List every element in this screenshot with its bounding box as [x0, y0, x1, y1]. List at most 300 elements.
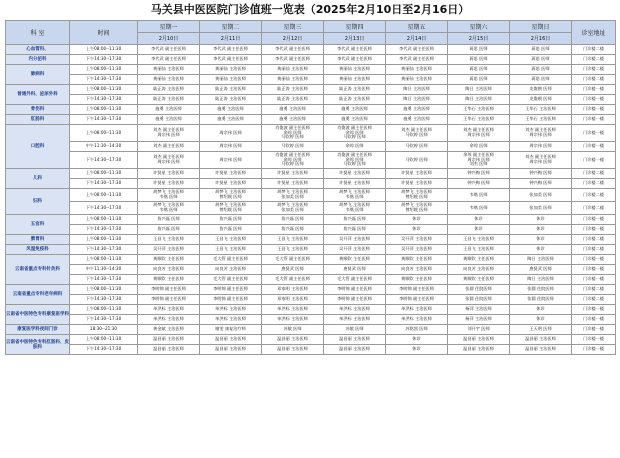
doctor-entry: 苏铭凯 医师 [405, 326, 428, 332]
time-slot-cell: 上午08:00--11:30 [70, 255, 138, 265]
doctor-cell [510, 179, 572, 189]
doctor-entry: 胡梦飞 主治医师 [215, 202, 246, 208]
doctor-entry: 黄顺钦 主任医师 [463, 256, 494, 262]
doctor-cell [386, 152, 448, 169]
doctor-cell [262, 115, 324, 125]
time-slot-cell: 下午14:30--17:30 [70, 115, 138, 125]
time-slot-cell: 中午11:30--14:30 [70, 142, 138, 152]
doctor-cell [138, 125, 200, 142]
doctor-entry: 温昌丽 主治医师 [463, 346, 494, 352]
department-cell: 脾胃科 [6, 235, 70, 245]
doctor-entry: 温昌丽 主治医师 [277, 336, 308, 342]
doctor-cell [448, 65, 510, 75]
doctor-entry: 刘杰 副主任医师 [525, 154, 556, 160]
doctor-entry: 杨萍 主治医师 [465, 316, 492, 322]
time-slot-cell: 上午08:00--11:30 [70, 125, 138, 142]
location-cell: 门诊楼一楼 [572, 335, 616, 345]
time-slot-cell: 下午14:30--17:30 [70, 95, 138, 105]
doctor-entry: 王昌飞 主治医师 [463, 236, 494, 242]
doctor-entry: 吴开萍 主治医师 [153, 246, 184, 252]
doctor-entry: 温昌丽 主治医师 [339, 336, 370, 342]
table-row [6, 245, 616, 255]
location-cell: 门诊楼二楼 [572, 55, 616, 65]
doctor-cell [448, 142, 510, 152]
doctor-entry: 周宗伟 医师 [219, 143, 242, 149]
header-row-days [6, 21, 616, 33]
doctor-cell [510, 275, 572, 285]
location-cell: 门诊楼二楼 [572, 45, 616, 55]
doctor-cell [510, 235, 572, 245]
department-cell: 云南省重点专科针灸科 [6, 255, 70, 285]
location-cell: 门诊楼一楼 [572, 215, 616, 225]
doctor-entry: 单洪标 主治医师 [153, 316, 184, 322]
doctor-entry: 休诊 [412, 336, 421, 342]
doctor-cell [138, 325, 200, 335]
doctor-entry: 詹兴磊 医师 [281, 226, 304, 232]
time-slot-cell: 上午08:00--11:30 [70, 215, 138, 225]
doctor-cell [448, 255, 510, 265]
doctor-cell [262, 295, 324, 305]
location-cell: 门诊楼一楼 [572, 275, 616, 285]
doctor-entry: 胡梦飞 主治医师 [215, 189, 246, 195]
doctor-entry: 刘杰 医师 [469, 161, 488, 167]
doctor-entry: 张圆 住院医师 [465, 286, 492, 292]
doctor-cell [138, 115, 200, 125]
doctor-cell [138, 152, 200, 169]
doctor-entry: 温昌丽 主治医师 [153, 346, 184, 352]
doctor-cell [262, 305, 324, 315]
location-cell: 门诊楼二楼 [572, 189, 616, 202]
doctor-cell [200, 245, 262, 255]
doctor-entry: 陆正涛 主治医师 [153, 86, 184, 92]
doctor-cell [448, 275, 510, 285]
doctor-cell [200, 315, 262, 325]
table-row [6, 315, 616, 325]
time-slot-cell: 上午08:00--11:30 [70, 169, 138, 179]
doctor-entry: 詹兴磊 医师 [157, 216, 180, 222]
doctor-cell [324, 325, 386, 335]
doctor-entry: 韦凰 医师 [345, 207, 364, 212]
doctor-cell [200, 235, 262, 245]
doctor-cell [262, 125, 324, 142]
table-row [6, 295, 616, 305]
doctor-entry: 王昌飞 主治医师 [215, 246, 246, 252]
doctor-entry: 休诊 [536, 246, 545, 252]
location-cell: 门诊楼二楼 [572, 169, 616, 179]
time-slot-cell: 下午14:30--17:30 [70, 55, 138, 65]
doctor-entry: 钟兴梅 医师 [467, 180, 490, 186]
doctor-entry: 钟兴梅 医师 [529, 170, 552, 176]
doctor-cell [262, 152, 324, 169]
time-slot-cell: 下午14:30--17:30 [70, 315, 138, 325]
time-slot-cell: 上午08:00--11:30 [70, 85, 138, 95]
department-cell: 云南省重点专科老年病科 [6, 285, 70, 305]
doctor-cell [200, 335, 262, 345]
doctor-cell [510, 105, 572, 115]
department-cell: 心血管科、 [6, 45, 70, 55]
table-row [6, 335, 616, 345]
doctor-entry: 单洪标 主治医师 [401, 306, 432, 312]
header-day: 星期三 [262, 21, 324, 33]
doctor-cell [262, 179, 324, 189]
department-cell: 肺病科 [6, 65, 70, 85]
doctor-cell [262, 275, 324, 285]
doctor-entry: 向良芳 主治医师 [401, 266, 432, 272]
doctor-cell [200, 55, 262, 65]
doctor-cell [138, 65, 200, 75]
doctor-entry: 韦凰 医师 [159, 207, 178, 212]
doctor-cell [262, 245, 324, 255]
doctor-entry: 李代武 副主任医师 [275, 46, 310, 52]
doctor-entry: 周宗伟 医师 [219, 129, 242, 135]
doctor-cell [510, 169, 572, 179]
doctor-cell [324, 345, 386, 355]
header-day: 星期日 [510, 21, 572, 33]
doctor-entry: 施勇 主治医师 [155, 116, 182, 122]
doctor-entry: 钟兴梅 医师 [467, 170, 490, 176]
doctor-entry: 张加美 医师 [529, 191, 552, 197]
department-cell: 肛肠科 [6, 115, 70, 125]
doctor-entry: 毛大管 副主任医师 [213, 276, 248, 282]
doctor-entry: 张加美 医师 [529, 204, 552, 210]
doctor-cell [448, 105, 510, 115]
doctor-entry: 余琼 医师 [345, 143, 364, 149]
table-row [6, 95, 616, 105]
page-title: 马关县中医医院门诊值班一览表（2025年2月10日至2月16日） [150, 3, 470, 16]
doctor-cell [200, 265, 262, 275]
doctor-entry: 单洪标 主治医师 [339, 306, 370, 312]
doctor-entry: 余琼 医师 [283, 156, 302, 162]
doctor-entry: 唐贤武 医师 [529, 266, 552, 272]
table-row [6, 305, 616, 315]
header-date: 2月15日 [448, 33, 510, 45]
doctor-cell [324, 202, 386, 215]
doctor-cell [448, 235, 510, 245]
doctor-entry: 周宗伟 医师 [157, 159, 180, 164]
location-cell: 门诊楼一楼 [572, 105, 616, 115]
doctor-entry: 王华石 主治医师 [463, 116, 494, 122]
doctor-entry: 肖俊波 副主任医师 [337, 152, 372, 158]
doctor-entry: 余琼 医师 [469, 143, 488, 149]
doctor-entry: 黄丽仙 主治医师 [277, 76, 308, 82]
doctor-cell [138, 142, 200, 152]
doctor-cell [324, 95, 386, 105]
doctor-cell [386, 75, 448, 85]
doctor-cell [510, 125, 572, 142]
doctor-cell [200, 142, 262, 152]
table-row [6, 325, 616, 335]
doctor-cell [262, 325, 324, 335]
location-cell: 门诊楼一楼 [572, 305, 616, 315]
doctor-entry: 唐贤武 医师 [281, 266, 304, 272]
table-row [6, 45, 616, 55]
doctor-cell [200, 189, 262, 202]
doctor-entry: 马钦婷 医师 [281, 143, 304, 149]
table-row [6, 235, 616, 245]
doctor-cell [324, 169, 386, 179]
location-cell: 门诊楼二楼 [572, 202, 616, 215]
doctor-entry: 施勇 主治医师 [403, 116, 430, 122]
doctor-cell [138, 202, 200, 215]
doctor-cell [448, 315, 510, 325]
doctor-entry: 周宗伟 医师 [467, 132, 490, 137]
doctor-cell [386, 235, 448, 245]
doctor-cell [510, 85, 572, 95]
doctor-cell [262, 85, 324, 95]
time-slot-cell: 上午08:00--11:30 [70, 335, 138, 345]
doctor-cell [448, 115, 510, 125]
doctor-entry: 温昌丽 主治医师 [153, 336, 184, 342]
doctor-cell [510, 55, 572, 65]
doctor-cell [386, 315, 448, 325]
doctor-cell [448, 265, 510, 275]
doctor-cell [386, 115, 448, 125]
location-cell: 门诊楼一楼 [572, 115, 616, 125]
doctor-cell [138, 245, 200, 255]
doctor-entry: 马钦婷 医师 [405, 132, 428, 137]
doctor-cell [200, 215, 262, 225]
header-dept: 科 室 [6, 21, 70, 45]
doctor-entry: 向良芳 主治医师 [463, 266, 494, 272]
doctor-entry: 黄丽仙 主治医师 [401, 76, 432, 82]
department-cell: 儿科 [6, 169, 70, 189]
doctor-cell [200, 295, 262, 305]
doctor-entry: 胡梦飞 主治医师 [277, 202, 308, 208]
doctor-cell [138, 305, 200, 315]
table-row [6, 65, 616, 75]
doctor-entry: 向良芳 主治医师 [215, 266, 246, 272]
doctor-entry: 李代武 副主任医师 [399, 56, 434, 62]
doctor-entry: 施勇 主治医师 [279, 106, 306, 112]
doctor-entry: 温昌丽 主治医师 [215, 346, 246, 352]
doctor-entry: 余琼 医师 [283, 129, 302, 135]
doctor-entry: 周宗伟 医师 [219, 156, 242, 162]
doctor-entry: 黄丽仙 主治医师 [215, 76, 246, 82]
doctor-entry: 胡梦飞 主治医师 [277, 189, 308, 195]
doctor-cell [262, 169, 324, 179]
doctor-entry: 王昌飞 主治医师 [277, 246, 308, 252]
table-row [6, 75, 616, 85]
time-slot-cell: 上午08:00--11:30 [70, 285, 138, 295]
doctor-entry: 刘杰 副主任医师 [401, 127, 432, 133]
location-cell: 门诊楼二楼 [572, 295, 616, 305]
doctor-cell [386, 65, 448, 75]
doctor-cell [386, 125, 448, 142]
doctor-entry: 温昌丽 主治医师 [215, 336, 246, 342]
doctor-cell [510, 95, 572, 105]
doctor-cell [324, 255, 386, 265]
location-cell: 门诊楼一楼 [572, 265, 616, 275]
doctor-entry: 毛大管 副主任医师 [275, 276, 310, 282]
location-cell: 门诊楼二楼 [572, 285, 616, 295]
table-row [6, 345, 616, 355]
doctor-cell [448, 225, 510, 235]
doctor-cell [138, 45, 200, 55]
doctor-cell [324, 65, 386, 75]
doctor-entry: 余琼 医师 [345, 129, 364, 135]
location-cell: 门诊楼一楼 [572, 255, 616, 265]
doctor-entry: 龙俊朝 医师 [529, 86, 552, 92]
doctor-entry: 蒋思 医师 [469, 56, 488, 62]
doctor-entry: 休诊 [474, 216, 483, 222]
doctor-entry: 单洪标 主治医师 [215, 306, 246, 312]
doctor-entry: 黄顺钦 主任医师 [339, 256, 370, 262]
location-cell: 门诊楼一楼 [572, 345, 616, 355]
doctor-entry: 刘开宇 医师 [467, 326, 490, 332]
doctor-cell [138, 285, 200, 295]
doctor-entry: 胡梦飞 主治医师 [153, 202, 184, 208]
doctor-cell [200, 275, 262, 285]
doctor-cell [262, 215, 324, 225]
doctor-entry: 黄丽仙 主治医师 [153, 66, 184, 72]
doctor-entry: 休诊 [412, 346, 421, 352]
doctor-cell [324, 142, 386, 152]
table-row [6, 225, 616, 235]
doctor-entry: 黄顺钦 主任医师 [401, 256, 432, 262]
time-slot-cell: 上午08:00--11:30 [70, 105, 138, 115]
header-time: 时间 [70, 21, 138, 45]
doctor-entry: 许贤星 主治医师 [215, 180, 246, 186]
doctor-cell [510, 225, 572, 235]
doctor-cell [324, 105, 386, 115]
doctor-entry: 许贤星 主治医师 [277, 170, 308, 176]
doctor-entry: 单洪标 主治医师 [153, 306, 184, 312]
doctor-cell [138, 275, 200, 285]
doctor-cell [138, 225, 200, 235]
schedule-table [5, 20, 616, 355]
doctor-entry: 周宗伟 医师 [529, 132, 552, 137]
doctor-entry: 李明锦 副主任医师 [337, 286, 372, 292]
doctor-cell [138, 189, 200, 202]
doctor-entry: 陆正涛 主治医师 [277, 96, 308, 102]
table-row [6, 115, 616, 125]
doctor-cell [386, 225, 448, 235]
time-slot-cell: 下午14:30--17:30 [70, 179, 138, 189]
doctor-entry: 吴开萍 主治医师 [339, 236, 370, 242]
table-row [6, 202, 616, 215]
doctor-cell [200, 225, 262, 235]
doctor-entry: 单洪标 主治医师 [339, 316, 370, 322]
doctor-entry: 陶日 主治医师 [465, 96, 492, 102]
doctor-entry: 詹兴磊 医师 [219, 226, 242, 232]
doctor-entry: 李明锦 副主任医师 [399, 296, 434, 302]
doctor-cell [262, 202, 324, 215]
doctor-cell [386, 295, 448, 305]
doctor-entry: 吴开萍 主治医师 [339, 246, 370, 252]
doctor-cell [138, 265, 200, 275]
location-cell: 门诊楼二楼 [572, 235, 616, 245]
doctor-entry: 温昌丽 主治医师 [525, 346, 556, 352]
doctor-entry: 钟兴梅 医师 [529, 180, 552, 186]
doctor-entry: 李明锦 副主任医师 [151, 286, 186, 292]
doctor-cell [448, 169, 510, 179]
doctor-entry: 李明锦 副主任医师 [337, 296, 372, 302]
doctor-cell [262, 95, 324, 105]
table-row [6, 142, 616, 152]
doctor-entry: 黄金斌 主治医师 [153, 326, 184, 332]
doctor-cell [200, 115, 262, 125]
doctor-cell [200, 179, 262, 189]
time-slot-cell: 下午14:30--17:30 [70, 225, 138, 235]
doctor-entry: 张圆 住院医师 [527, 286, 554, 292]
doctor-cell [200, 305, 262, 315]
doctor-entry: 王昌飞 主治医师 [277, 236, 308, 242]
doctor-entry: 王昌飞 主治医师 [153, 236, 184, 242]
doctor-cell [448, 95, 510, 105]
doctor-entry: 温昌丽 主治医师 [525, 336, 556, 342]
doctor-entry: 陆正涛 主治医师 [215, 96, 246, 102]
doctor-cell [200, 255, 262, 265]
doctor-entry: 周宗伟 医师 [157, 132, 180, 137]
doctor-entry: 施勇 主治医师 [403, 106, 430, 112]
doctor-entry: 李明锦 副主任医师 [399, 286, 434, 292]
doctor-entry: 詹兴磊 医师 [281, 216, 304, 222]
doctor-entry: 单洪标 主治医师 [277, 306, 308, 312]
doctor-cell [138, 179, 200, 189]
doctor-cell [386, 265, 448, 275]
doctor-cell [324, 115, 386, 125]
doctor-entry: 许贤星 主治医师 [215, 170, 246, 176]
doctor-entry: 周宗伟 医师 [467, 156, 490, 162]
doctor-cell [324, 152, 386, 169]
doctor-cell [386, 215, 448, 225]
doctor-entry: 王昌飞 主治医师 [215, 236, 246, 242]
time-slot-cell: 上午08:00--11:30 [70, 65, 138, 75]
doctor-cell [200, 152, 262, 169]
doctor-entry: 肖俊波 副主任医师 [337, 125, 372, 131]
doctor-cell [510, 75, 572, 85]
doctor-cell [324, 179, 386, 189]
doctor-entry: 施勇 主治医师 [341, 106, 368, 112]
doctor-entry: 邓家明 主治医师 [277, 296, 308, 302]
doctor-entry: 李明锦 副主任医师 [213, 286, 248, 292]
doctor-entry: 休诊 [536, 306, 545, 312]
doctor-entry: 陶日 主治医师 [465, 86, 492, 92]
doctor-cell [200, 45, 262, 55]
doctor-cell [262, 345, 324, 355]
doctor-cell [324, 75, 386, 85]
doctor-cell [138, 95, 200, 105]
doctor-entry: 休诊 [474, 226, 483, 232]
doctor-entry: 张圆 住院医师 [527, 296, 554, 302]
header-date: 2月11日 [200, 33, 262, 45]
doctor-cell [510, 305, 572, 315]
header-date: 2月16日 [510, 33, 572, 45]
doctor-cell [262, 335, 324, 345]
doctor-cell [448, 295, 510, 305]
doctor-entry: 黄顺钦 主任医师 [153, 256, 184, 262]
doctor-cell [138, 55, 200, 65]
doctor-entry: 毛大管 副主任医师 [213, 256, 248, 262]
doctor-entry: 邓家明 主治医师 [277, 286, 308, 292]
doctor-entry: 蒋思 医师 [469, 66, 488, 72]
time-slot-cell: 上午08:00--11:30 [70, 189, 138, 202]
doctor-entry: 苏敏 医师 [283, 326, 302, 332]
doctor-entry: 曾绍媛 医师 [405, 207, 428, 212]
doctor-entry: 陶日 主治医师 [403, 86, 430, 92]
doctor-cell [324, 189, 386, 202]
doctor-entry: 李代武 副主任医师 [275, 56, 310, 62]
table-row [6, 265, 616, 275]
doctor-cell [448, 335, 510, 345]
doctor-entry: 韦凰 医师 [345, 194, 364, 199]
doctor-entry: 许贤星 主治医师 [153, 170, 184, 176]
department-cell: 康复医学科夜间门诊 [6, 325, 70, 335]
doctor-entry: 苏敏 医师 [345, 326, 364, 332]
doctor-cell [200, 75, 262, 85]
doctor-cell [510, 115, 572, 125]
doctor-entry: 陶日 主治医师 [527, 256, 554, 262]
